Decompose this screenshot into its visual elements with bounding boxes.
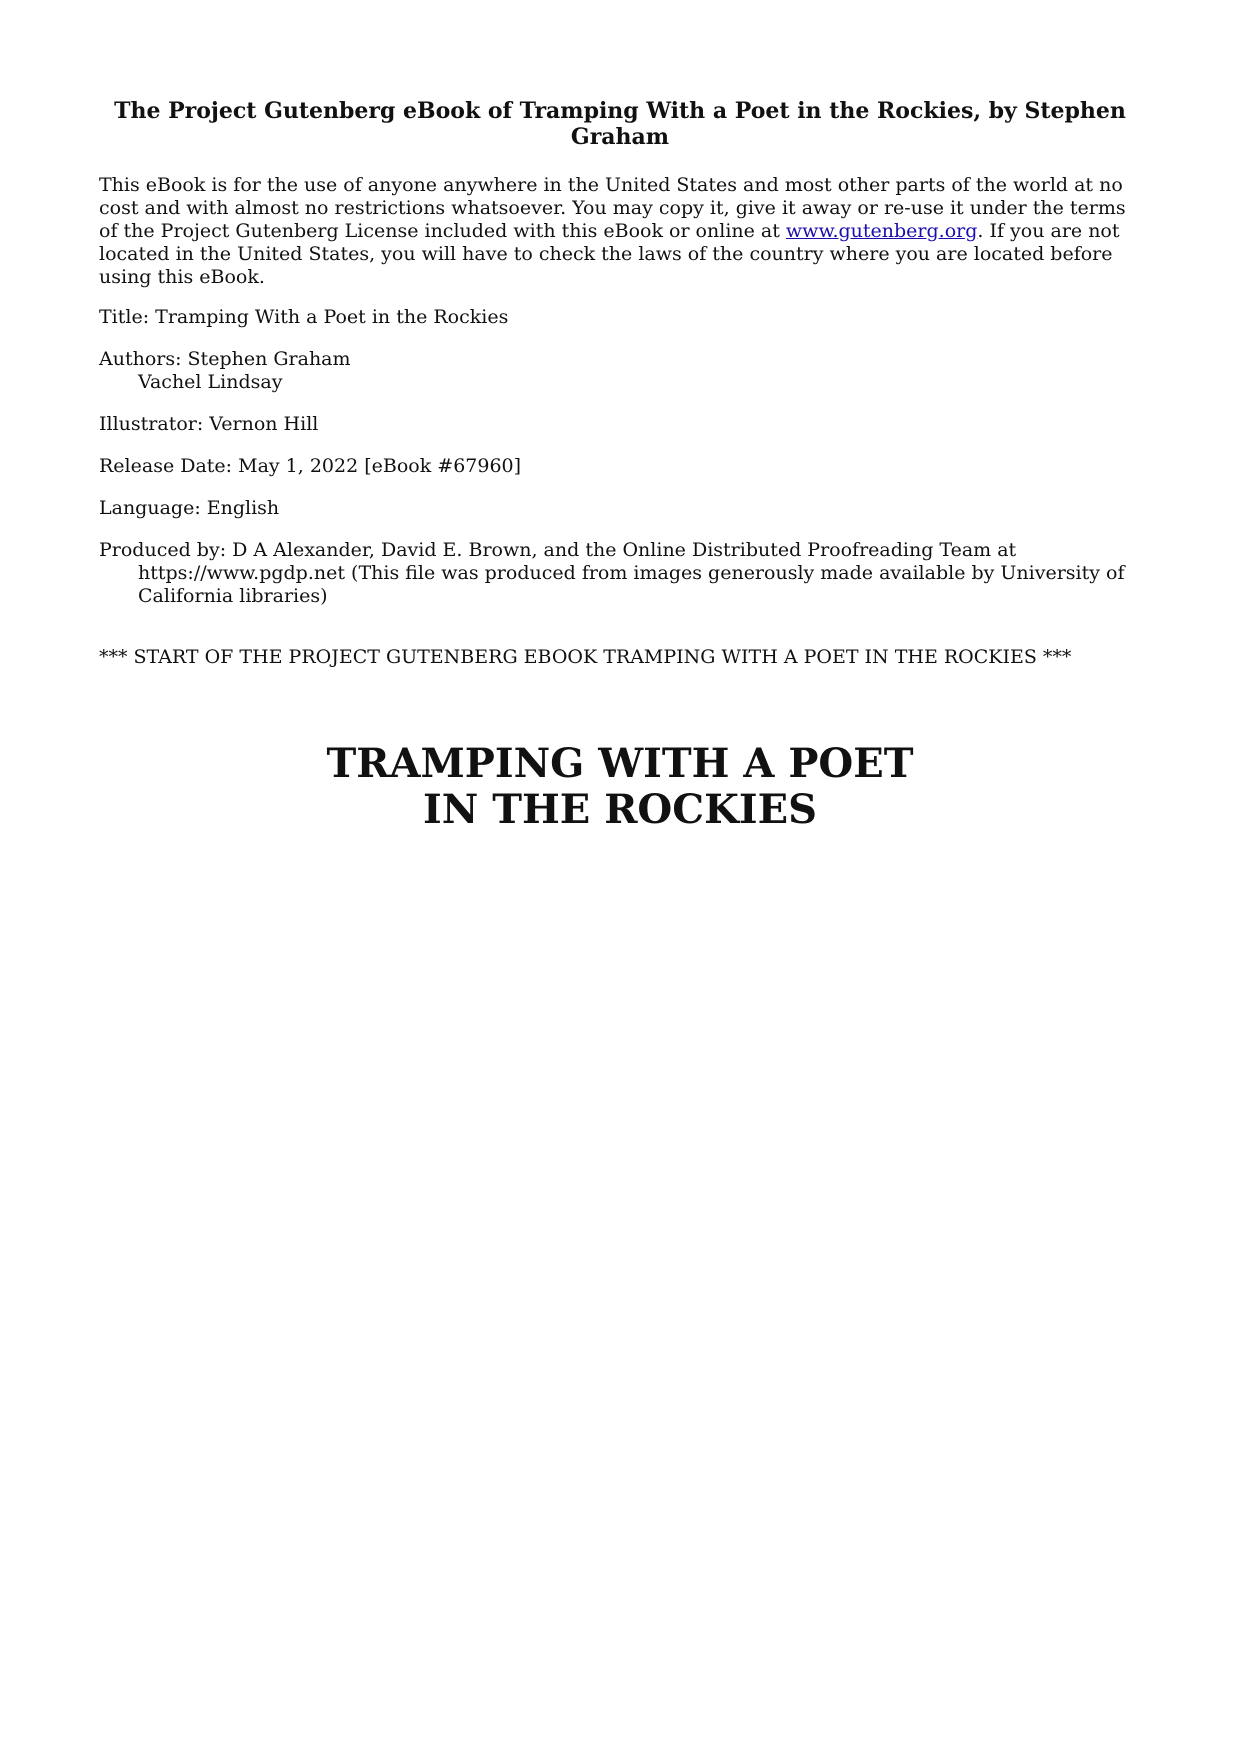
- intro-paragraph: [99, 174, 1141, 289]
- meta-authors: Authors: Stephen Graham: [99, 348, 351, 370]
- meta-title: Title: Tramping With a Poet in the Rockies: [99, 306, 509, 328]
- meta-language: Language: English: [99, 497, 280, 519]
- book-title-block: [99, 741, 1141, 833]
- meta-illustrator: Illustrator: Vernon Hill: [99, 413, 319, 435]
- intro-text-end: . If you are not located in the United States, you will have to check the laws of the country where you are located before using this eBook.: [99, 220, 1120, 288]
- gutenberg-link[interactable]: www.gutenberg.org: [785, 220, 978, 242]
- meta-release-date: Release Date: May 1, 2022 [eBook #67960]: [99, 455, 522, 477]
- ebook-header-title: The Project Gutenberg eBook of Tramping With a Poet in the Rockies, by Stephen Graham: [114, 98, 1126, 150]
- intro-text: This eBook is for the use of anyone anywhere in the United States and most other parts of the world at no cost and with almost no restrictions whatsoever. You may copy it, give it away or re-use it under the terms of the Project Gutenberg License included with this eBook or online at: [99, 174, 1126, 242]
- meta-authors-second: Vachel Lindsay: [138, 371, 283, 393]
- meta-produced-by: Produced by: D A Alexander, David E. Brown, and the Online Distributed Proofreading Team at https://www.pgdp.net (This file was produced from images generously made available by University of California libraries): [99, 539, 1125, 607]
- book-title-line-2: IN THE ROCKIES: [423, 786, 817, 833]
- start-marker: *** START OF THE PROJECT GUTENBERG EBOOK TRAMPING WITH A POET IN THE ROCKIES ***: [99, 646, 1072, 668]
- document-page: [99, 98, 1141, 833]
- book-title-line-1: TRAMPING WITH A POET: [326, 740, 914, 787]
